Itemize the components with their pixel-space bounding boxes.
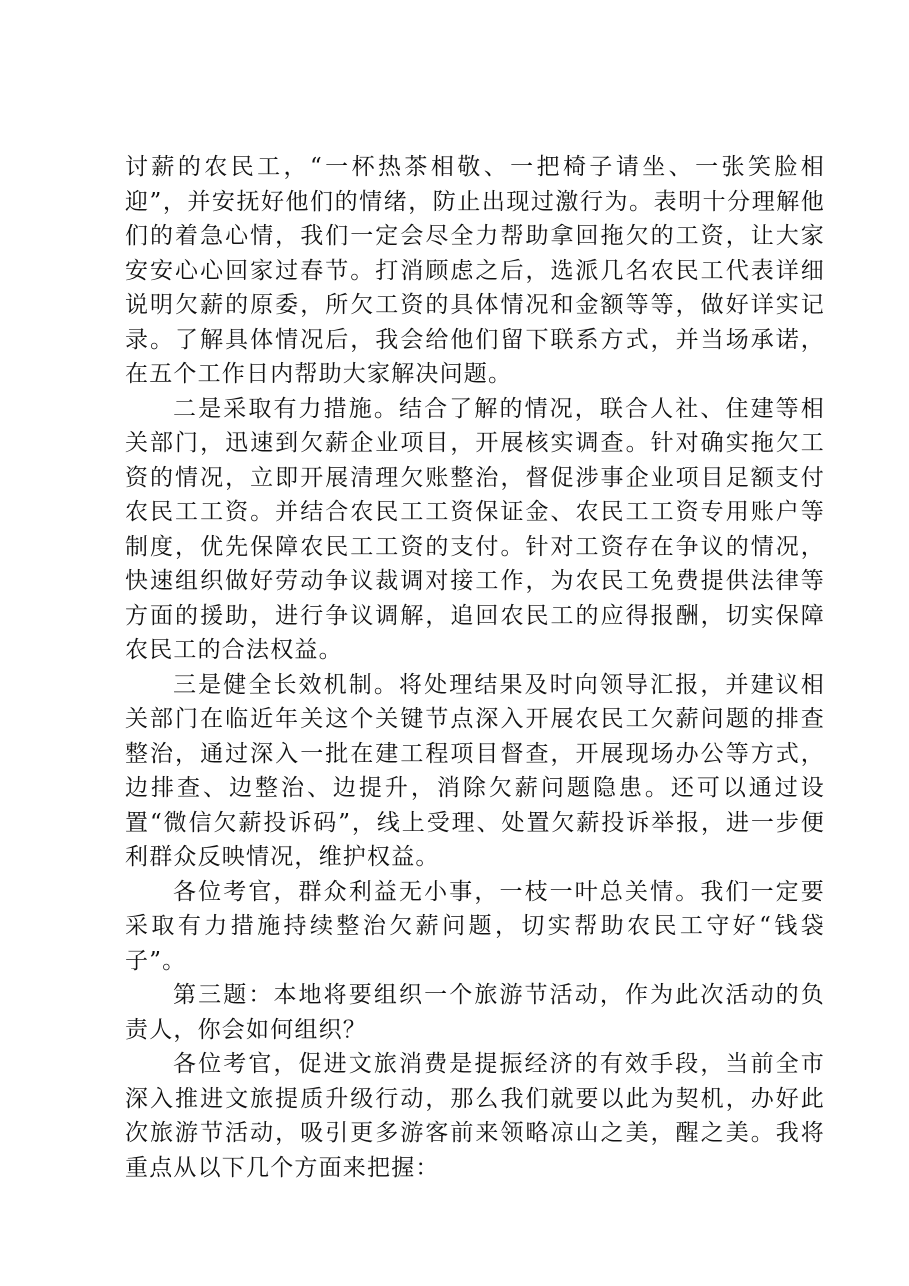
paragraph-answer-intro: 各位考官，促进文旅消费是提振经济的有效手段，当前全市深入推进文旅提质升级行动，那么我们就要以此为契机，办好此次旅游节活动，吸引更多游客前来领略凉山之美，醒之美。我将重点从以下几个方面来把握： [125, 1051, 825, 1181]
paragraph-continuation: 讨薪的农民工，“一杯热茶相敬、一把椅子请坐、一张笑脸相迎”，并安抚好他们的情绪，防止出现过激行为。表明十分理解他们的着急心情，我们一定会尽全力帮助拿回拖欠的工资，让大家安安心心回家过春节。打消顾虑之后，选派几名农民工代表详细说明欠薪的原委，所欠工资的具体情况和金额等等，做好详实记录。了解具体情况后，我会给他们留下联系方式，并当场承诺，在五个工作日内帮助大家解决问题。 [125, 154, 825, 387]
paragraph-measures: 二是采取有力措施。结合了解的情况，联合人社、住建等相关部门，迅速到欠薪企业项目，开展核实调查。针对确实拖欠工资的情况，立即开展清理欠账整治，督促涉事企业项目足额支付农民工工资。并结合农民工工资保证金、农民工工资专用账户等制度，优先保障农民工工资的支付。针对工资存在争议的情况，快速组织做好劳动争议裁调对接工作，为农民工免费提供法律等方面的援助，进行争议调解，追回农民工的应得报酬，切实保障农民工的合法权益。 [125, 395, 825, 663]
paragraph-conclusion: 各位考官，群众利益无小事，一枝一叶总关情。我们一定要采取有力措施持续整治欠薪问题，切实帮助农民工守好“钱袋子”。 [125, 878, 825, 974]
document-body [125, 150, 825, 1185]
paragraph-question-three: 第三题：本地将要组织一个旅游节活动，作为此次活动的负责人，你会如何组织？ [125, 982, 825, 1043]
paragraph-mechanism: 三是健全长效机制。将处理结果及时向领导汇报，并建议相关部门在临近年关这个关键节点深入开展农民工欠薪问题的排查整治，通过深入一批在建工程项目督查，开展现场办公等方式，边排查、边整治、边提升，消除欠薪问题隐患。还可以通过设置“微信欠薪投诉码”，线上受理、处置欠薪投诉举报，进一步便利群众反映情况，维护权益。 [125, 671, 825, 870]
